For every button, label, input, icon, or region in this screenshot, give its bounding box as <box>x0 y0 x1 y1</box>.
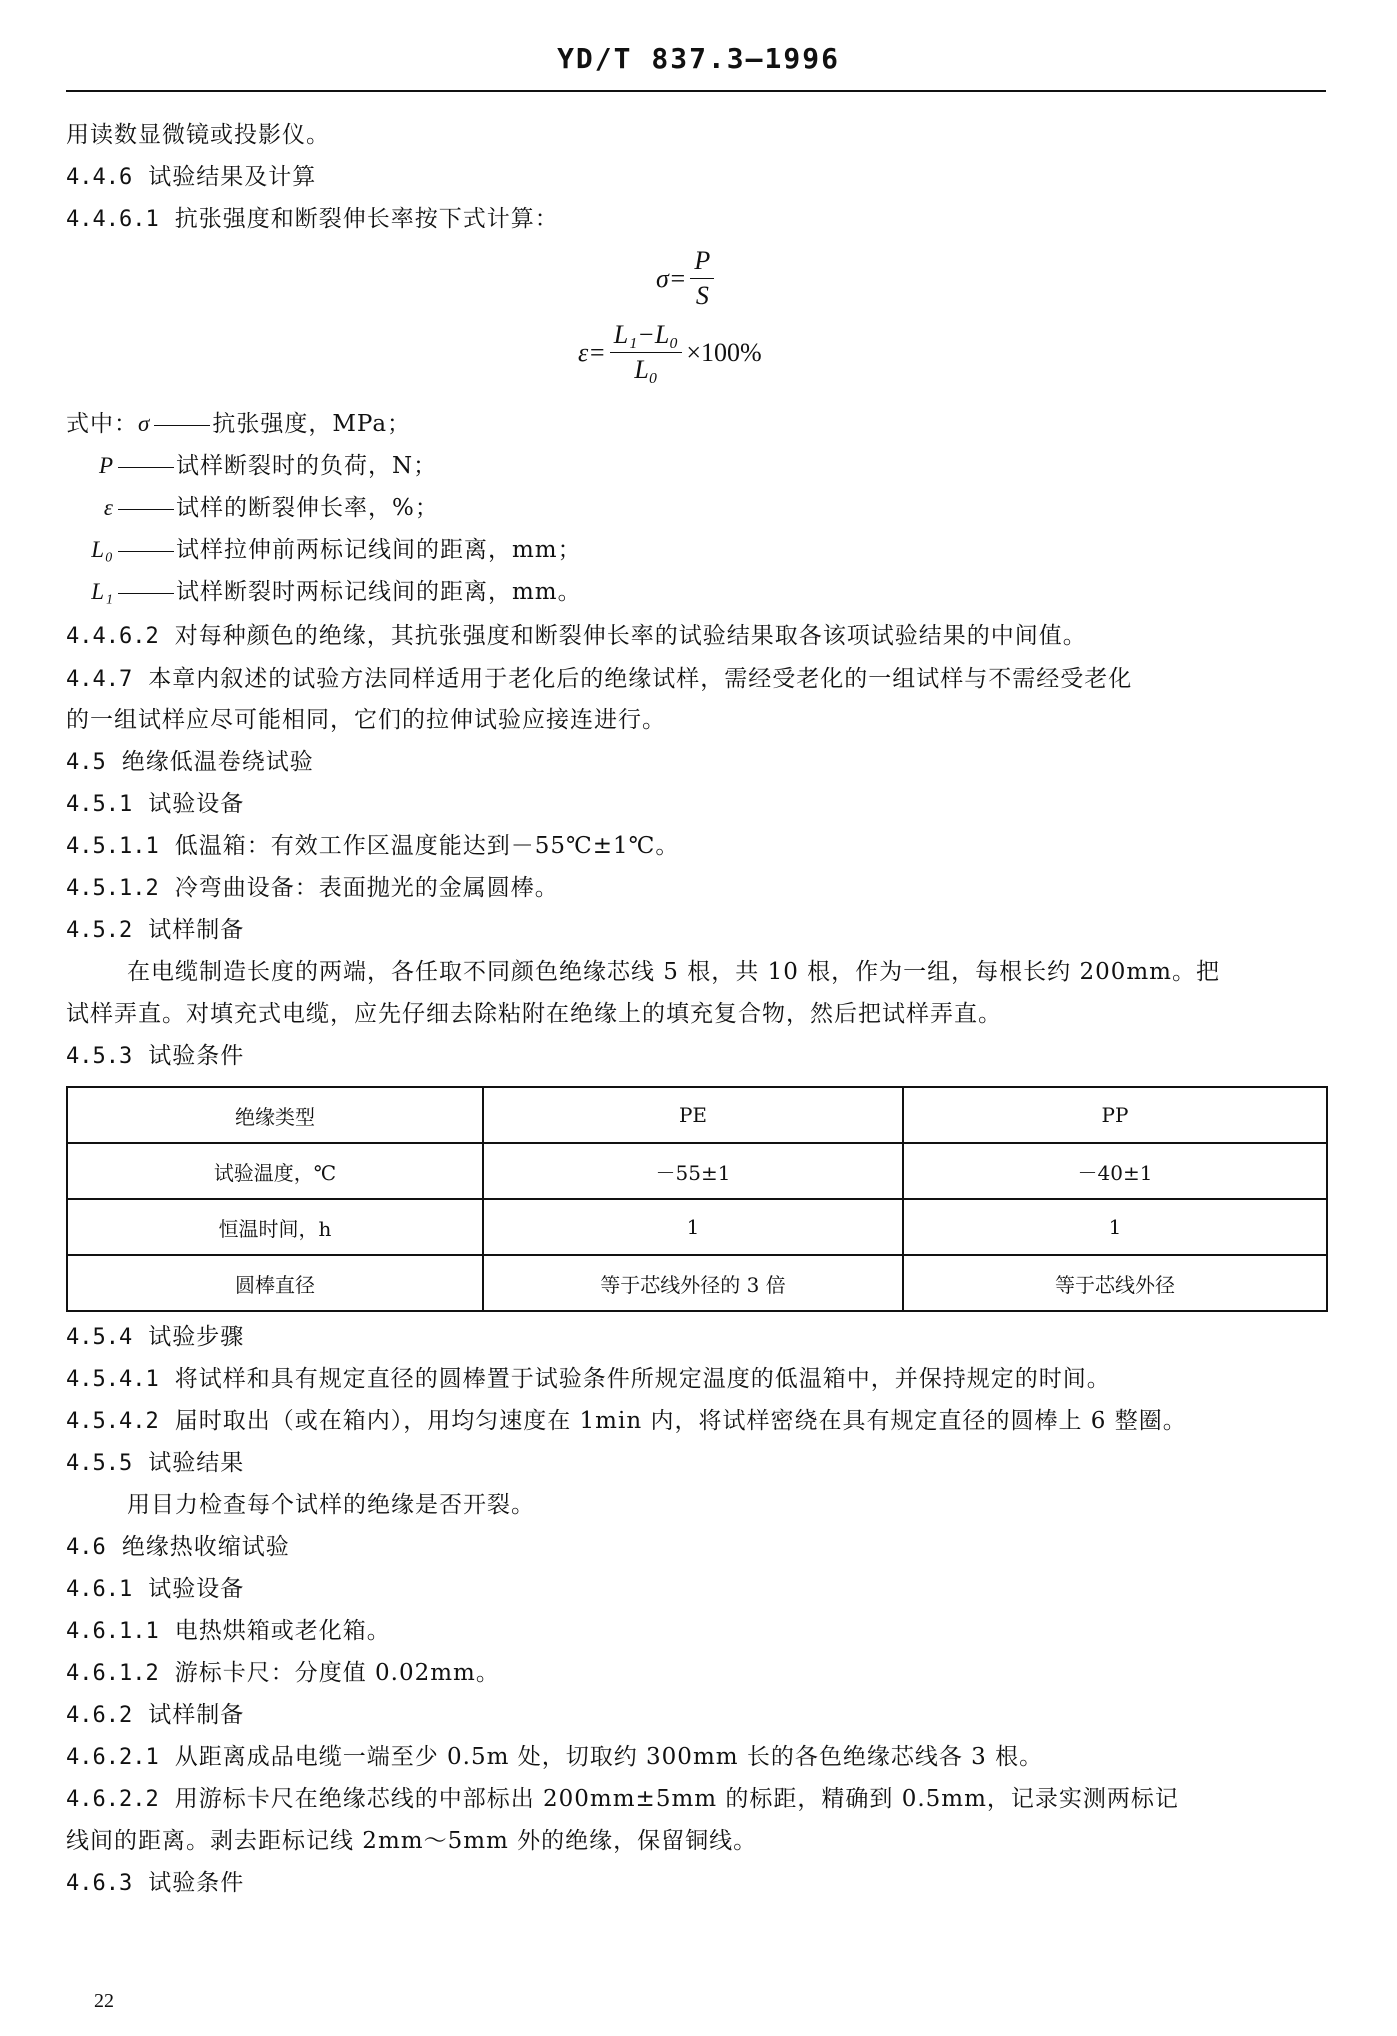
table-cell: 等于芯线外径 <box>903 1255 1327 1311</box>
clause-line <box>66 617 1087 650</box>
clause-text: 线间的距离。剥去距标记线 2mm～5mm 外的绝缘，保留铜线。 <box>66 1828 758 1854</box>
section-title: 试样制备 <box>148 1702 245 1728</box>
section-heading <box>66 743 314 776</box>
clause-line <box>66 1780 1179 1813</box>
clause-number: 4.6.2.2 <box>66 1787 159 1812</box>
clause-line <box>66 1654 500 1687</box>
section-title: 试验步骤 <box>148 1324 245 1350</box>
table-row <box>67 1143 1327 1199</box>
section-number: 4.6.3 <box>66 1871 133 1896</box>
section-number: 4.5.1 <box>66 792 133 817</box>
section-heading <box>66 1444 244 1477</box>
formula-lhs: ε= <box>578 337 606 367</box>
section-heading <box>66 158 316 191</box>
where-description: 试样断裂时两标记线间的距离，mm。 <box>176 579 582 605</box>
paragraph-text: 试样弄直。对填充式电缆，应先仔细去除粘附在绝缘上的填充复合物，然后把试样弄直。 <box>66 1001 1002 1027</box>
clause-text: 届时取出（或在箱内），用均匀速度在 1min 内，将试样密绕在具有规定直径的圆棒上 6 整圈。 <box>174 1408 1187 1434</box>
where-description: 试样断裂时的负荷，N； <box>176 453 438 479</box>
section-number: 4.6.2 <box>66 1703 133 1728</box>
test-conditions-table <box>66 1086 1328 1312</box>
clause-text: 的一组试样应尽可能相同，它们的拉伸试验应接连进行。 <box>66 707 666 733</box>
paragraph-line <box>66 995 1002 1028</box>
clause-text: 本章内叙述的试验方法同样适用于老化后的绝缘试样，需经受老化的一组试样与不需经受老化 <box>148 666 1133 692</box>
table-cell: 圆棒直径 <box>67 1255 483 1311</box>
formula-denominator: L₀ <box>634 355 658 384</box>
clause-number: 4.4.7 <box>66 667 133 692</box>
where-line <box>66 405 411 438</box>
section-heading <box>66 1696 244 1729</box>
clause-line <box>66 869 559 902</box>
section-title: 试验结果及计算 <box>148 164 317 190</box>
em-dash <box>154 425 210 426</box>
where-lead: 式中： <box>66 411 138 437</box>
clause-number: 4.5.4.1 <box>66 1367 159 1392</box>
section-title: 试验条件 <box>148 1043 245 1069</box>
formula-fraction <box>690 246 714 311</box>
formula-elongation <box>578 320 762 385</box>
clause-line <box>66 827 679 860</box>
where-symbol: P <box>98 453 114 478</box>
clause-text: 对每种颜色的绝缘，其抗张强度和断裂伸长率的试验结果取各该项试验结果的中间值。 <box>174 623 1087 649</box>
clause-number: 4.6.1.1 <box>66 1619 159 1644</box>
table-cell: －55±1 <box>483 1143 903 1199</box>
section-number: 4.6 <box>66 1535 106 1560</box>
section-title: 绝缘低温卷绕试验 <box>121 749 314 775</box>
paragraph-text: 在电缆制造长度的两端，各任取不同颜色绝缘芯线 5 根，共 10 根，作为一组，每根长约 200mm。把 <box>127 959 1220 985</box>
section-number: 4.6.1 <box>66 1577 133 1602</box>
section-title: 试验设备 <box>148 1576 245 1602</box>
where-line <box>66 531 582 564</box>
formula-tail: ×100% <box>686 337 762 367</box>
clause-line <box>66 1738 1043 1771</box>
table-cell: 等于芯线外径的 3 倍 <box>483 1255 903 1311</box>
section-number: 4.4.6.1 <box>66 207 159 232</box>
formula-tensile-strength <box>656 246 718 311</box>
clause-line <box>66 1360 1111 1393</box>
where-symbol: L₁ <box>91 579 114 604</box>
where-symbol: σ <box>138 411 151 436</box>
section-title: 试样制备 <box>148 917 245 943</box>
where-symbol: ε <box>103 495 114 520</box>
clause-number: 4.5.1.2 <box>66 876 159 901</box>
section-number: 4.5.3 <box>66 1044 133 1069</box>
clause-text: 冷弯曲设备：表面抛光的金属圆棒。 <box>174 875 559 901</box>
table-cell: 试验温度，℃ <box>67 1143 483 1199</box>
where-description: 抗张强度，MPa； <box>212 411 412 437</box>
table-cell: 恒温时间，h <box>67 1199 483 1255</box>
clause-text: 电热烘箱或老化箱。 <box>174 1618 391 1644</box>
section-heading <box>66 1528 290 1561</box>
clause-continuation <box>66 701 666 734</box>
line-text: 用读数显微镜或投影仪。 <box>66 122 330 148</box>
clause-number: 4.5.4.2 <box>66 1409 159 1434</box>
table-cell: 1 <box>483 1199 903 1255</box>
formula-lhs: σ= <box>656 263 687 293</box>
clause-text: 将试样和具有规定直径的圆棒置于试验条件所规定温度的低温箱中，并保持规定的时间。 <box>174 1366 1111 1392</box>
table-row <box>67 1255 1327 1311</box>
section-title: 试验设备 <box>148 791 245 817</box>
clause-line <box>66 660 1132 693</box>
clause-number: 4.6.1.2 <box>66 1661 159 1686</box>
em-dash <box>118 551 174 552</box>
table-row <box>67 1087 1327 1143</box>
em-dash <box>118 467 174 468</box>
section-heading <box>66 1570 244 1603</box>
section-heading <box>66 1037 244 1070</box>
section-title: 抗张强度和断裂伸长率按下式计算： <box>174 206 559 232</box>
clause-number: 4.4.6.2 <box>66 624 159 649</box>
where-line <box>66 573 582 606</box>
section-number: 4.5.2 <box>66 918 133 943</box>
clause-text: 低温箱：有效工作区温度能达到－55℃±1℃。 <box>174 833 680 859</box>
formula-numerator: P <box>690 246 714 279</box>
em-dash <box>118 593 174 594</box>
table-row <box>67 1199 1327 1255</box>
text-line <box>66 116 330 149</box>
section-heading <box>66 785 244 818</box>
clause-continuation <box>66 1822 757 1855</box>
header-rule <box>66 90 1326 92</box>
table-header-cell: 绝缘类型 <box>67 1087 483 1143</box>
paragraph-line <box>127 1486 535 1519</box>
table-cell: 1 <box>903 1199 1327 1255</box>
section-title: 试验结果 <box>148 1450 245 1476</box>
formula-numerator: L₁−L₀ <box>610 320 683 353</box>
formula-denominator: S <box>695 281 709 310</box>
where-description: 试样的断裂伸长率，%； <box>176 495 439 521</box>
table-header-cell: PP <box>903 1087 1327 1143</box>
formula-fraction <box>610 320 683 385</box>
where-symbol: L₀ <box>91 537 114 562</box>
paragraph-text: 用目力检查每个试样的绝缘是否开裂。 <box>127 1492 535 1518</box>
section-number: 4.5.4 <box>66 1325 133 1350</box>
section-number: 4.5 <box>66 750 106 775</box>
where-description: 试样拉伸前两标记线间的距离，mm； <box>176 537 582 563</box>
clause-text: 用游标卡尺在绝缘芯线的中部标出 200mm±5mm 的标距，精确到 0.5mm，记录实测两标记 <box>174 1786 1179 1812</box>
section-heading <box>66 1864 244 1897</box>
page-number: 22 <box>94 1990 114 2012</box>
table-header-cell: PE <box>483 1087 903 1143</box>
clause-number: 4.5.1.1 <box>66 834 159 859</box>
em-dash <box>118 509 174 510</box>
section-number: 4.4.6 <box>66 165 133 190</box>
section-heading <box>66 200 559 233</box>
clause-text: 游标卡尺：分度值 0.02mm。 <box>174 1660 500 1686</box>
section-heading <box>66 911 244 944</box>
where-line <box>66 447 437 480</box>
where-line <box>66 489 439 522</box>
clause-line <box>66 1402 1187 1435</box>
document-code-header: YD/T 837.3—1996 <box>557 42 840 75</box>
section-number: 4.5.5 <box>66 1451 133 1476</box>
clause-number: 4.6.2.1 <box>66 1745 159 1770</box>
clause-text: 从距离成品电缆一端至少 0.5m 处，切取约 300mm 长的各色绝缘芯线各 3 根。 <box>174 1744 1044 1770</box>
section-title: 试验条件 <box>148 1870 245 1896</box>
paragraph-line <box>127 953 1220 986</box>
section-heading <box>66 1318 244 1351</box>
section-title: 绝缘热收缩试验 <box>121 1534 290 1560</box>
table-cell: －40±1 <box>903 1143 1327 1199</box>
clause-line <box>66 1612 391 1645</box>
